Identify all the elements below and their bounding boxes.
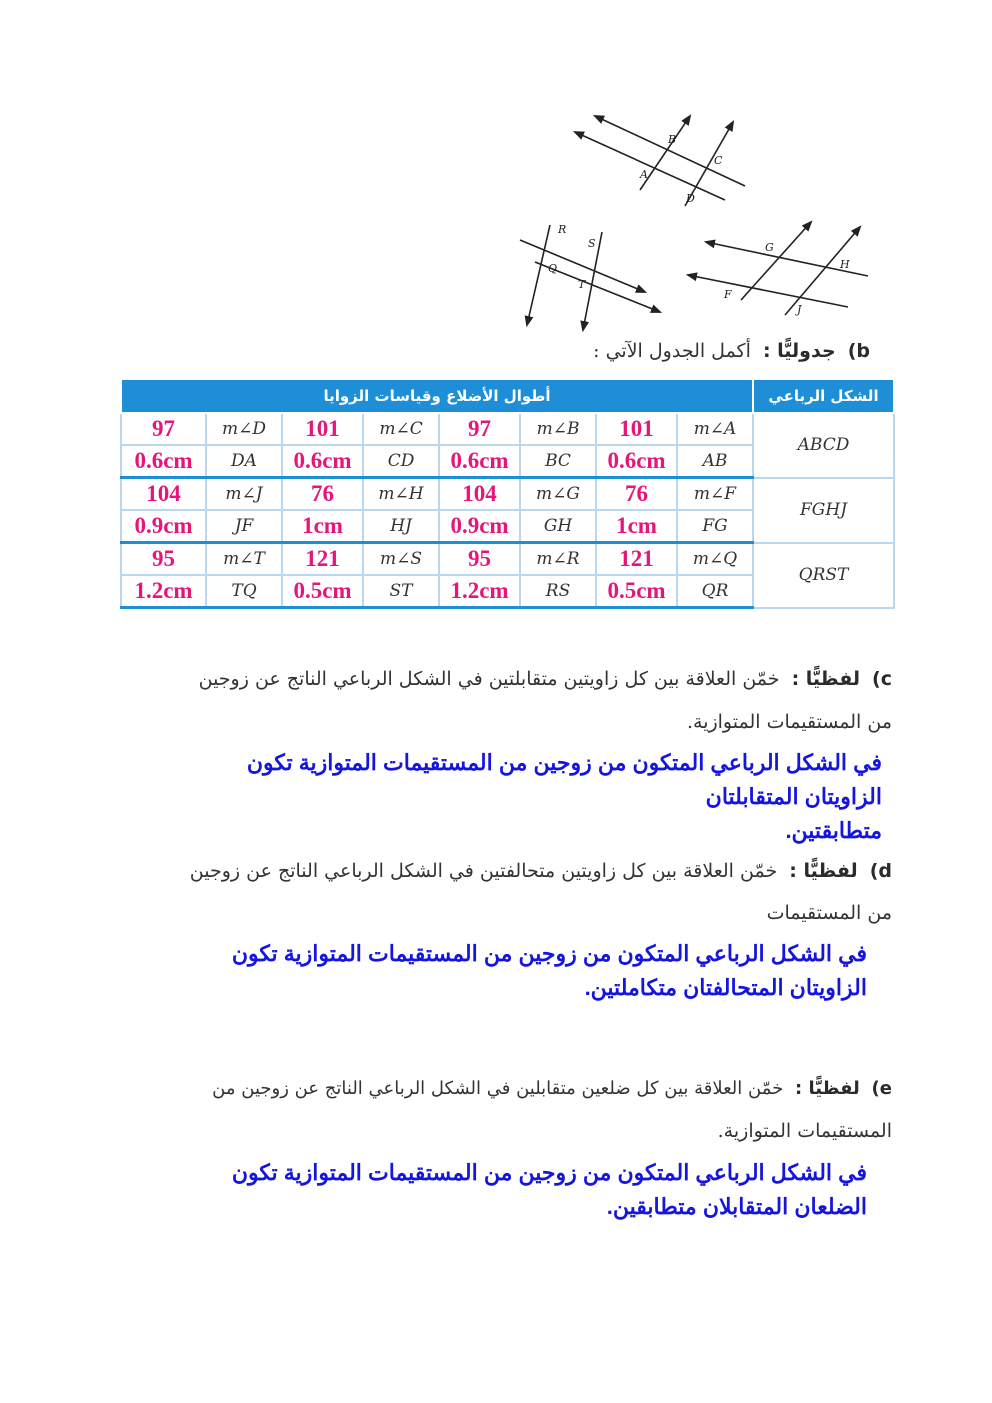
side-label: QR (677, 575, 753, 608)
angle-label: m∠Q (677, 543, 753, 576)
fig3-label-g: G (765, 241, 774, 254)
fig2-label-s: S (588, 237, 596, 250)
header-shape: الشكل الرباعي (753, 379, 894, 413)
part-d-tag: لفظيًّا : (789, 860, 858, 882)
angle-label: m∠A (677, 413, 753, 445)
part-b-letter: b) (847, 340, 870, 362)
answer-line: في الشكل الرباعي المتكون من زوجين من المستقيمات المتوازية تكون (231, 1160, 867, 1185)
part-b-prompt: أكمل الجدول الآتي : (593, 340, 751, 362)
answer-line: في الشكل الرباعي المتكون من زوجين من المستقيمات المتوازية تكون (231, 941, 867, 966)
part-e-text-2: المستقيمات المتوازية. (717, 1120, 892, 1142)
part-b-heading (593, 340, 870, 362)
angle-label: m∠B (520, 413, 596, 445)
side-label: TQ (206, 575, 282, 608)
side-label: ST (363, 575, 439, 608)
part-c-answer[interactable] (182, 746, 882, 848)
side-value[interactable]: 0.6cm (596, 445, 677, 478)
angle-value[interactable]: 121 (596, 543, 677, 576)
angle-label: m∠G (520, 478, 596, 511)
angle-label: m∠J (206, 478, 282, 511)
angle-value[interactable]: 97 (439, 413, 520, 445)
table-row (121, 543, 894, 576)
side-label: DA (206, 445, 282, 478)
angle-label: m∠T (206, 543, 282, 576)
angle-label: m∠R (520, 543, 596, 576)
part-d-text-1: خمّن العلاقة بين كل زاويتين متحالفتين في الشكل الرباعي الناتج عن زوجين (189, 860, 778, 882)
part-e-tag: لفظيًّا : (794, 1078, 860, 1099)
side-value[interactable]: 1.2cm (121, 575, 206, 608)
angle-value[interactable]: 95 (121, 543, 206, 576)
angle-value[interactable]: 76 (596, 478, 677, 511)
part-d-answer[interactable] (147, 937, 867, 1005)
side-label: JF (206, 510, 282, 543)
answer-line: متطابقتين. (785, 818, 882, 843)
fig1-label-b: B (668, 133, 677, 146)
answer-line: الضلعان المتقابلان متطابقين. (606, 1194, 867, 1219)
side-value[interactable]: 0.5cm (282, 575, 363, 608)
part-d-question (190, 860, 892, 882)
part-e-answer[interactable] (147, 1156, 867, 1224)
part-e-question (212, 1078, 892, 1099)
table-row (121, 413, 894, 445)
fig2-label-r: R (558, 223, 567, 236)
part-e-text-1: خمّن العلاقة بين كل ضلعين متقابلين في الشكل الرباعي الناتج عن زوجين من (212, 1078, 784, 1099)
answer-line: الزاويتان المتقابلتان (705, 784, 882, 809)
fig3-label-f: F (724, 288, 732, 301)
side-value[interactable]: 0.6cm (439, 445, 520, 478)
shape-name-qrst: QRST (753, 543, 894, 608)
answer-line: في الشكل الرباعي المتكون من زوجين من المستقيمات المتوازية تكون (246, 750, 882, 775)
quadrilateral-table (120, 378, 895, 609)
part-c-text-2: من المستقيمات المتوازية. (686, 711, 892, 733)
side-value[interactable]: 0.5cm (596, 575, 677, 608)
angle-value[interactable]: 104 (121, 478, 206, 511)
table-row (121, 478, 894, 511)
answer-line: الزاويتان المتحالفتان متكاملتين. (584, 975, 867, 1000)
parallel-lines-figures (0, 0, 992, 345)
side-label: RS (520, 575, 596, 608)
fig2-label-t: T (578, 278, 586, 291)
side-value[interactable]: 1cm (282, 510, 363, 543)
part-c-question (199, 668, 892, 690)
side-value[interactable]: 1cm (596, 510, 677, 543)
angle-label: m∠F (677, 478, 753, 511)
shape-name-abcd: ABCD (753, 413, 894, 478)
side-label: FG (677, 510, 753, 543)
side-value[interactable]: 0.6cm (282, 445, 363, 478)
side-label: AB (677, 445, 753, 478)
part-e-letter: e) (871, 1078, 892, 1099)
side-value[interactable]: 0.6cm (121, 445, 206, 478)
angle-value[interactable]: 95 (439, 543, 520, 576)
angle-label: m∠C (363, 413, 439, 445)
fig1-label-d: D (686, 192, 695, 205)
angle-value[interactable]: 101 (282, 413, 363, 445)
part-c-text-1: خمّن العلاقة بين كل زاويتين متقابلتين في الشكل الرباعي الناتج عن زوجين (198, 668, 780, 690)
table-header-row (121, 379, 894, 413)
header-measures: أطوال الأضلاع وقياسات الزوايا (121, 379, 753, 413)
fig1-label-c: C (714, 154, 723, 167)
side-value[interactable]: 1.2cm (439, 575, 520, 608)
fig3-label-h: H (840, 258, 850, 271)
angle-label: m∠H (363, 478, 439, 511)
fig1-label-a: A (640, 168, 648, 181)
side-label: CD (363, 445, 439, 478)
side-label: GH (520, 510, 596, 543)
angle-value[interactable]: 104 (439, 478, 520, 511)
side-label: HJ (363, 510, 439, 543)
angle-value[interactable]: 97 (121, 413, 206, 445)
side-value[interactable]: 0.9cm (121, 510, 206, 543)
angle-value[interactable]: 76 (282, 478, 363, 511)
angle-value[interactable]: 121 (282, 543, 363, 576)
fig3-label-j: J (797, 303, 802, 316)
angle-label: m∠S (363, 543, 439, 576)
side-label: BC (520, 445, 596, 478)
angle-value[interactable]: 101 (596, 413, 677, 445)
part-c-letter: c) (872, 668, 892, 690)
part-c-tag: لفظيًّا : (791, 668, 860, 690)
part-b-tag: جدوليًّا : (762, 340, 836, 362)
side-value[interactable]: 0.9cm (439, 510, 520, 543)
shape-name-fghj: FGHJ (753, 478, 894, 543)
angle-label: m∠D (206, 413, 282, 445)
part-d-letter: d) (869, 860, 892, 882)
fig2-label-q: Q (548, 262, 558, 275)
part-d-text-2: من المستقيمات (766, 902, 892, 924)
